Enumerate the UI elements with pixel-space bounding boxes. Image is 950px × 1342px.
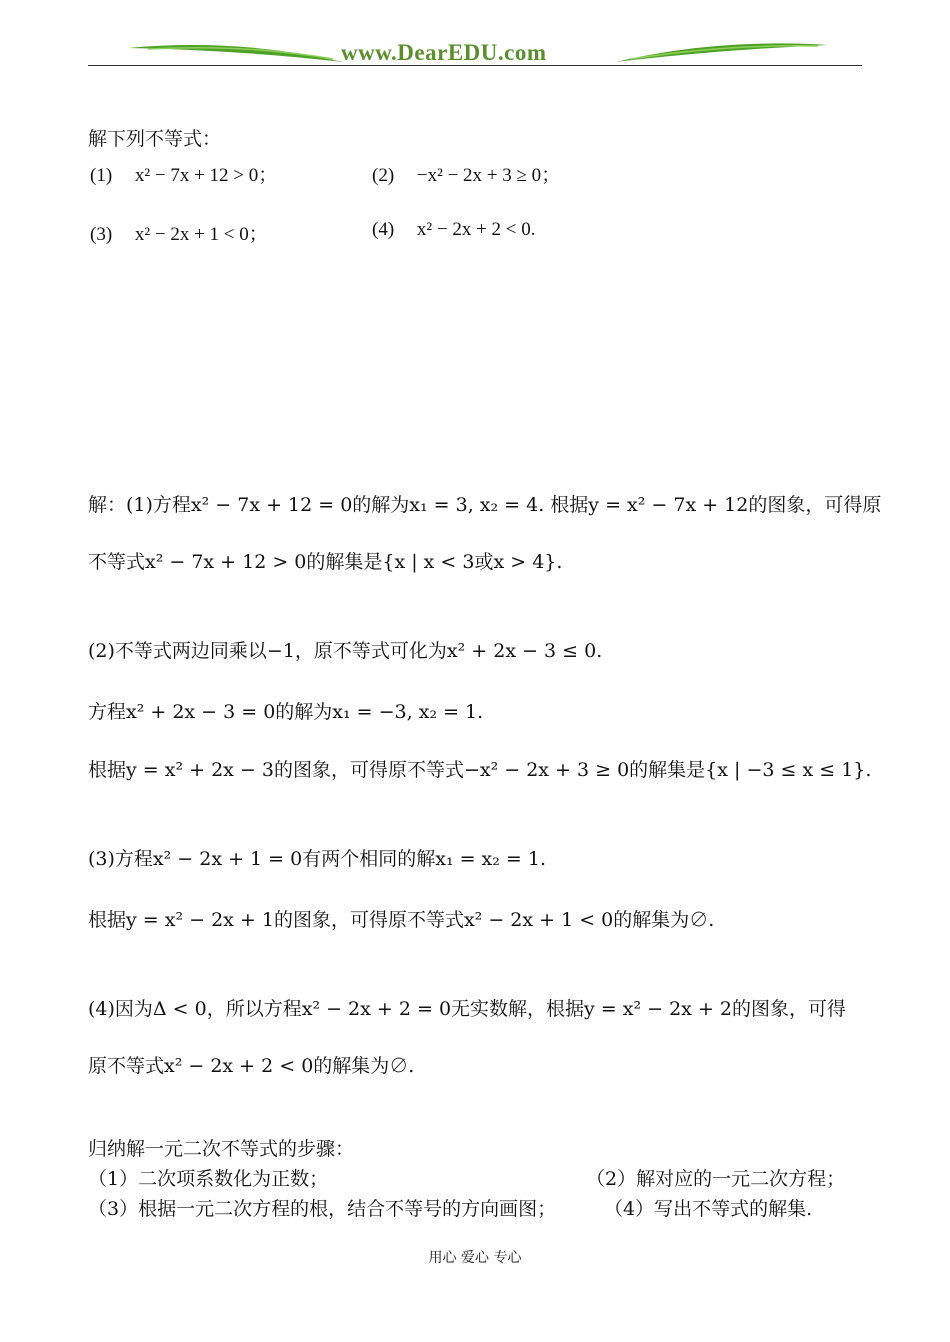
problem-item-4	[372, 219, 536, 241]
logo-text: www.DearEDU.com	[341, 40, 547, 65]
solution-2-line-2: 方程x² + 2x − 3 = 0的解为x₁ = −3, x₂ = 1.	[88, 701, 484, 723]
summary-title: 归纳解一元二次不等式的步骤：	[88, 1138, 355, 1160]
header-banner	[88, 30, 862, 70]
problem-num: (4)	[372, 219, 395, 240]
swoosh-right-icon	[606, 32, 836, 72]
solution-2-line-1: (2)不等式两边同乘以−1，原不等式可化为x² + 2x − 3 ≤ 0.	[88, 640, 603, 662]
problem-expr: x² − 2x + 1 < 0	[134, 224, 249, 245]
problem-end: .	[530, 219, 536, 240]
solution-4-line-1: (4)因为Δ < 0，所以方程x² − 2x + 2 = 0无实数解，根据y = x² − 2x + 2的图象，可得	[88, 998, 846, 1020]
page-footer: 用心 爱心 专心	[428, 1250, 522, 1266]
problem-end: ；	[541, 165, 561, 186]
problem-item-2	[372, 160, 560, 187]
problem-num: (2)	[372, 165, 395, 186]
summary-step-2: （2）解对应的一元二次方程；	[586, 1168, 846, 1190]
problem-end: ；	[258, 165, 278, 186]
solution-1-line-2: 不等式x² − 7x + 12 > 0的解集是{x | x < 3或x > 4}.	[88, 551, 563, 573]
problem-expr: x² − 7x + 12 > 0	[134, 165, 259, 186]
summary-step-4: （4）写出不等式的解集.	[604, 1198, 813, 1220]
problem-item-1	[90, 160, 277, 187]
solution-3-line-1: (3)方程x² − 2x + 1 = 0有两个相同的解x₁ = x₂ = 1.	[88, 848, 547, 870]
solution-1-line-1: 解：(1)方程x² − 7x + 12 = 0的解为x₁ = 3, x₂ = 4. 根据y = x² − 7x + 12的图象，可得原	[88, 494, 882, 516]
solution-4-line-2: 原不等式x² − 2x + 2 < 0的解集为∅.	[88, 1055, 415, 1077]
problem-intro: 解下列不等式：	[88, 128, 222, 150]
summary-step-1: （1）二次项系数化为正数；	[88, 1168, 329, 1190]
problem-end: ；	[248, 224, 268, 245]
swoosh-left-icon	[128, 32, 358, 72]
header-rule	[88, 65, 862, 66]
problem-expr: x² − 2x + 2 < 0	[416, 219, 531, 240]
problem-num: (3)	[90, 224, 113, 245]
solution-3-line-2: 根据y = x² − 2x + 1的图象，可得原不等式x² − 2x + 1 < 0的解集为∅.	[88, 909, 715, 931]
summary-step-3: （3）根据一元二次方程的根，结合不等号的方向画图；	[88, 1198, 557, 1220]
solution-2-line-3: 根据y = x² + 2x − 3的图象，可得原不等式−x² − 2x + 3 ≥ 0的解集是{x | −3 ≤ x ≤ 1}.	[88, 759, 872, 781]
problem-num: (1)	[90, 165, 113, 186]
problem-item-3	[90, 219, 268, 246]
problem-expr: −x² − 2x + 3 ≥ 0	[416, 165, 542, 186]
